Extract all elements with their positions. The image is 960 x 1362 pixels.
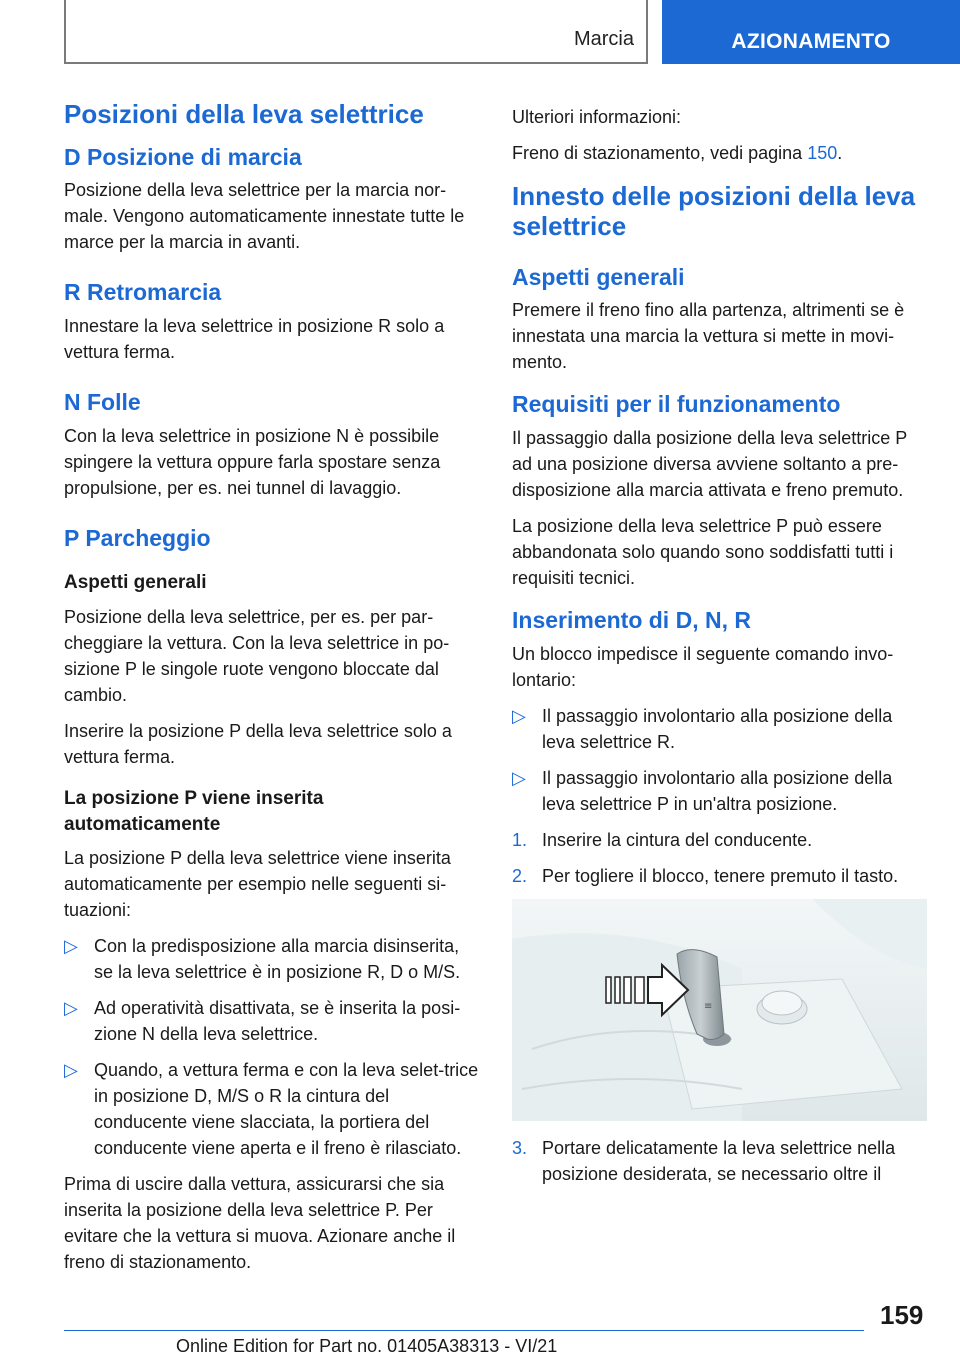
- engage-text: Un blocco impedisce il seguente comando invo-lontario:: [512, 643, 894, 690]
- more-info-label: Ulteriori informazioni:: [512, 107, 682, 127]
- step-number: 1.: [512, 829, 528, 850]
- bullet-triangle-icon: ▷: [512, 767, 526, 788]
- step-number: 3.: [512, 1137, 528, 1158]
- section-p-text-1: Posizione della leva selettrice, per es. per par-cheggiare la vettura. Con la leva selettrice in po-sizione P le singole ruote vengono bloccate dal cambio.: [64, 606, 450, 705]
- list-item: ▷ Il passaggio involontario alla posizione della leva selettrice R.: [512, 703, 927, 755]
- bullet-triangle-icon: ▷: [64, 1060, 78, 1081]
- step-item: 3. Portare delicatamente la leva selettrice nella posizione desiderata, se necessario oltre il: [512, 1135, 927, 1187]
- section-p-text-2: Inserire la posizione P della leva selettrice solo a vettura ferma.: [64, 720, 452, 767]
- right-column: [512, 100, 927, 1197]
- list-item: ▷ Quando, a vettura ferma e con la leva selet-trice in posizione D, M/S o R la cintura del conducente viene slacciata, la portiera del conducente viene aperta e il freno è rilasciato.: [64, 1057, 480, 1161]
- section-p-text-3: La posizione P della leva selettrice viene inserita automaticamente per esempio nelle seguenti si-tuazioni:: [64, 848, 451, 921]
- step-number: 2.: [512, 865, 528, 886]
- footer-edition-text: Online Edition for Part no. 01405A38313 - VI/21: [176, 1336, 558, 1356]
- section-r-text: Innestare la leva selettrice in posizione R solo a vettura ferma.: [64, 316, 445, 363]
- gear-selector-illustration: [512, 899, 927, 1121]
- page-title: Posizioni della leva selettrice: [64, 99, 424, 129]
- header-chapter-tab[interactable]: [662, 0, 960, 64]
- bullet-triangle-icon: ▷: [64, 936, 78, 957]
- list-item: ▷ Ad operatività disattivata, se è inserita la posi-zione N della leva selettrice.: [64, 995, 480, 1047]
- bullet-triangle-icon: ▷: [512, 705, 526, 726]
- requirements-text-2: La posizione della leva selettrice P può essere abbandonata solo quando sono soddisfatti tutti i requisiti tecnici.: [512, 515, 894, 588]
- footer-divider: [64, 1330, 864, 1331]
- svg-text:≡: ≡: [704, 1000, 713, 1012]
- section-n-title: N Folle: [64, 389, 141, 416]
- list-item: ▷ Il passaggio involontario alla posizione della leva selettrice P in un'altra posizione.: [512, 765, 927, 817]
- general-text: Premere il freno fino alla partenza, altrimenti se è innestata una marcia la vettura si mette in movi-mento.: [512, 300, 905, 373]
- page-number: 159: [880, 1300, 924, 1330]
- section-p-subtitle-auto: La posizione P viene inserita automaticamente: [64, 787, 324, 835]
- reference-line: Freno di stazionamento, vedi pagina 150.: [512, 143, 843, 163]
- section-title-shift: Innesto delle posizioni della leva selettrice: [512, 181, 916, 241]
- requirements-title: Requisiti per il funzionamento: [512, 391, 841, 418]
- list-item: ▷ Con la predisposizione alla marcia disinserita, se la leva selettrice è in posizione R, D o M/S.: [64, 933, 480, 985]
- header-section-box: [64, 0, 648, 64]
- step-item: 2. Per togliere il blocco, tenere premuto il tasto.: [512, 863, 927, 889]
- section-p-subtitle-general: Aspetti generali: [64, 572, 207, 594]
- section-n-text: Con la leva selettrice in posizione N è possibile spingere la vettura oppure farla spostare senza propulsione, per es. nei tunnel di lavaggio.: [64, 425, 441, 498]
- section-r-title: R Retromarcia: [64, 279, 222, 306]
- section-p-title: P Parcheggio: [64, 524, 211, 551]
- general-title: Aspetti generali: [512, 263, 685, 290]
- page-reference-link[interactable]: 150: [807, 143, 838, 163]
- header-chapter-label: AZIONAMENTO: [731, 30, 891, 53]
- section-d-text: Posizione della leva selettrice per la marcia nor-male. Vengono automaticamente innestate tutte le marce per la marcia in avanti.: [64, 180, 465, 253]
- engage-title: Inserimento di D, N, R: [512, 606, 751, 633]
- step-item: 1. Inserire la cintura del conducente.: [512, 827, 927, 853]
- section-d-title: D Posizione di marcia: [64, 143, 302, 170]
- header-section-title: Marcia: [573, 28, 634, 50]
- section-p-text-4: Prima di uscire dalla vettura, assicurarsi che sia inserita la posizione della leva selettrice P. Per evitare che la vettura si muova. Azionare anche il freno di stazionamento.: [64, 1174, 456, 1273]
- requirements-text-1: Il passaggio dalla posizione della leva selettrice P ad una posizione diversa avviene soltanto a pre-disposizione alla marcia attivata e freno premuto.: [512, 427, 907, 500]
- bullet-triangle-icon: ▷: [64, 998, 78, 1019]
- left-column: [64, 100, 480, 1285]
